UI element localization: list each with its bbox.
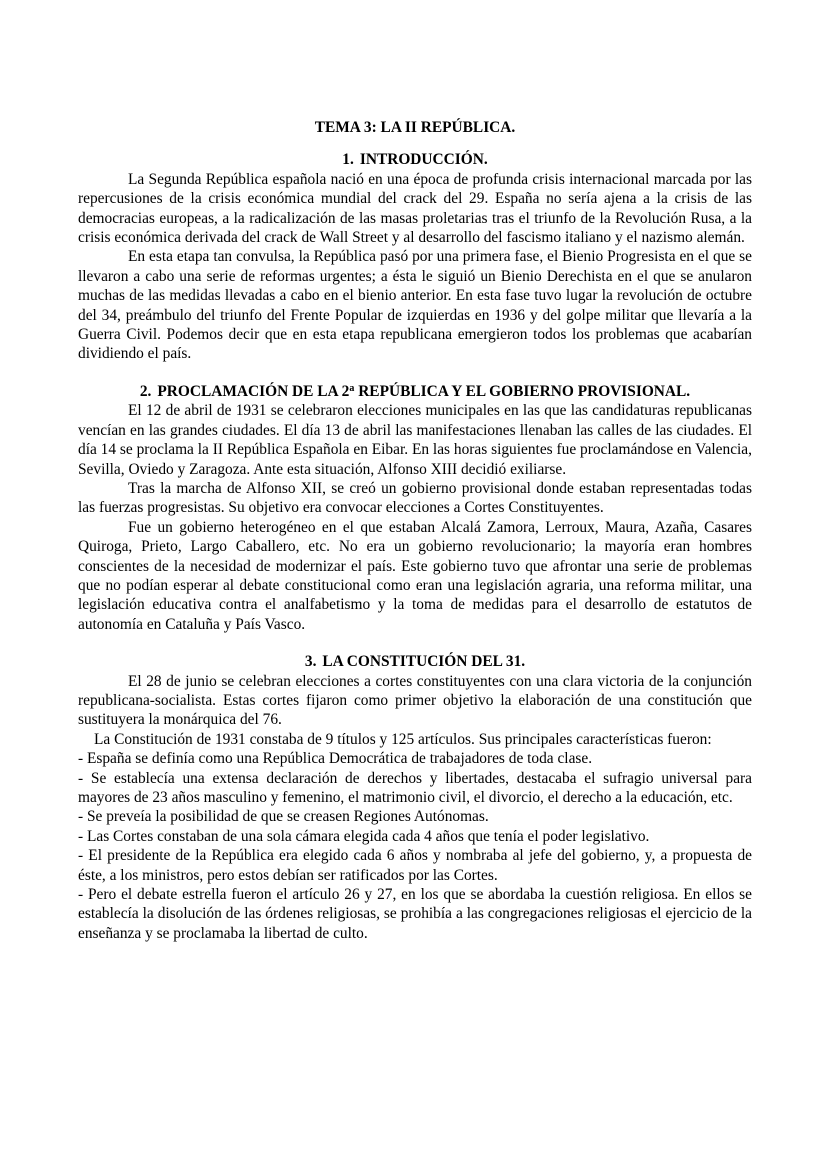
- section-title: LA CONSTITUCIÓN DEL 31.: [322, 653, 526, 671]
- paragraph: El 12 de abril de 1931 se celebraron elecciones municipales en las que las candidaturas republicanas vencían en las grandes ciudades. El día 13 de abril las manifestaciones llenaban las calles de las ciudades. El día 14 se proclama la II República Española en Eibar. En las horas siguientes fue proclamándose en Valencia, Sevilla, Oviedo y Zaragoza. Ante esta situación, Alfonso XIII decidió exiliarse.: [78, 402, 752, 478]
- paragraph: Tras la marcha de Alfonso XII, se creó un gobierno provisional donde estaban representadas todas las fuerzas progresistas. Su objetivo era convocar elecciones a Cortes Constituyentes.: [78, 479, 752, 517]
- section-number: 2.: [139, 382, 152, 400]
- section-introduccion: [78, 150, 752, 363]
- list-item: - Las Cortes constaban de una sola cámara elegida cada 4 años que tenía el poder legislativo.: [78, 827, 650, 845]
- paragraph: En esta etapa tan convulsa, la República pasó por una primera fase, el Bienio Progresista en el que se llevaron a cabo una serie de reformas urgentes; a ésta le siguió un Bienio Derechista en el que se anularon muchas de las medidas llevadas a cabo en el bienio anterior. En esta fase tuvo lugar la revolución de octubre del 34, preámbulo del triunfo del Frente Popular de izquierdas en 1936 y del golpe militar que llevaría a la Guerra Civil. Podemos decir que en esta etapa republicana emergieron todos los problemas que acabarían dividiendo el país.: [78, 248, 752, 363]
- paragraph: El 28 de junio se celebran elecciones a cortes constituyentes con una clara victoria de la conjunción republicana-socialista. Estas cortes fijaron como primer objetivo la elaboración de una constitución que sustituyera la monárquica del 76.: [78, 672, 752, 729]
- section-heading: [78, 150, 752, 169]
- ordinal-superscript: a: [349, 382, 355, 394]
- paragraph: Fue un gobierno heterogéneo en el que estaban Alcalá Zamora, Lerroux, Maura, Azaña, Casares Quiroga, Prieto, Largo Caballero, etc. No era un gobierno revolucionario; la mayoría eran hombres conscientes de la necesidad de modernizar el país. Este gobierno tuvo que afrontar una serie de problemas que no podían esperar al debate constitucional como eran una legislación agraria, una reforma militar, una legislación educativa contra el analfabetismo y la toma de medidas para el desarrollo de estatutos de autonomía en Cataluña y País Vasco.: [78, 518, 752, 633]
- list-item: - España se definía como una República Democrática de trabajadores de toda clase.: [78, 750, 593, 768]
- section-title-part: REPÚBLICA Y EL GOBIERNO PROVISIONAL.: [354, 382, 691, 400]
- document-page: [78, 118, 752, 943]
- paragraph: La Constitución de 1931 constaba de 9 títulos y 125 artículos. Sus principales características fueron:: [94, 730, 712, 748]
- list-item: - El presidente de la República era elegido cada 6 años y nombraba al jefe del gobierno, y, a propuesta de éste, a los ministros, pero estos debían ser ratificados por las Cortes.: [78, 847, 752, 884]
- section-constitucion: [78, 652, 752, 943]
- section-number: 1.: [342, 151, 354, 169]
- paragraph: La Segunda República española nació en una época de profunda crisis internacional marcada por las repercusiones de la crisis económica mundial del crack del 29. España no sería ajena a la crisis de las democracias europeas, a la radicalización de las masas proletarias tras el triunfo de la Revolución Rusa, a la crisis económica derivada del crack de Wall Street y al desarrollo del fascismo italiano y el nazismo alemán.: [78, 170, 752, 247]
- section-title: INTRODUCCIÓN.: [359, 151, 488, 169]
- page-title: TEMA 3: LA II REPÚBLICA.: [314, 119, 516, 136]
- list-item: - Se preveía la posibilidad de que se creasen Regiones Autónomas.: [78, 808, 489, 826]
- section-heading: [78, 382, 752, 401]
- section-proclamacion: [78, 382, 752, 634]
- section-number: 3.: [304, 653, 317, 671]
- section-heading: [78, 652, 752, 671]
- section-title-part: PROCLAMACIÓN DE LA 2: [157, 382, 350, 400]
- list-item: - Pero el debate estrella fueron el artículo 26 y 27, en los que se abordaba la cuestión religiosa. En ellos se establecía la disolución de las órdenes religiosas, se prohibía a las congregaciones religiosas el ejercicio de la enseñanza y se proclamaba la libertad de culto.: [78, 886, 752, 942]
- list-item: - Se establecía una extensa declaración de derechos y libertades, destacaba el sufragio universal para mayores de 23 años masculino y femenino, el matrimonio civil, el divorcio, el derecho a la educación, etc.: [78, 769, 752, 806]
